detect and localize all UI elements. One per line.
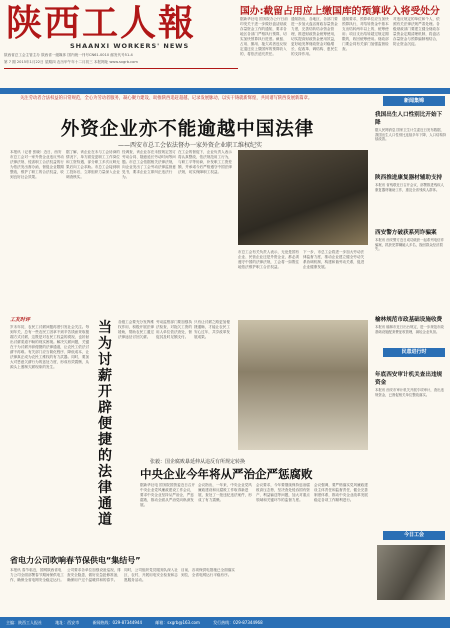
top-story-column: 据新华社电 国务院办公厅日前印发关于进一步做好盘活财政存量资金工作的通知，要求各地区各部门严格执行预算，切实加快预算执行进度。截留、占用、挪用、拖欠或者违反规定退还应上缴国库的预算收入的，将依法追究责任。 <box>240 17 288 56</box>
sidebar-headline: 年底西安审计机关查出违规资金 <box>375 372 443 386</box>
main-headline: 外资企业亦不能逾越中国法律 <box>60 119 315 140</box>
commentary-column: 只有让讨薪之路更加便捷通畅，才能让农民工安心过年，共享改革发展成果。 <box>194 320 230 339</box>
sidebar-text: 据人民网消息 国家卫生计生委近日发布数据，我国出生人口性别比连续多年下降，人口结构持续改善。 <box>375 128 447 142</box>
mid-story-headline: 中央企业今年将从严治企严惩腐败 <box>140 467 313 481</box>
sidebar-text: 本报讯 榆林市近日出台规定，进一步规范市政基础设施配套费征收管理，减轻企业负担。 <box>375 325 444 334</box>
main-story-column: 在工会的督促下，企业负责人表示将认真整改，依法规范用工行为，与职工平等协商，补发职工工资差额，并承诺今后严格遵守中国法律法规，切实保障职工权益。 <box>178 150 232 174</box>
commentary-column: 各级工会要充分发挥维权作用，积极开展法律援助，帮助农民工通过法律途径讨回欠薪。 <box>118 320 154 339</box>
sidebar-headline: 陕西推进康复器材辅助支持 <box>375 175 443 181</box>
top-story-headline: 国办:截留占用应上缴国库的预算收入将受处分 <box>240 6 440 17</box>
main-story-photo <box>238 150 368 245</box>
main-subhead: ——西安市总工会依法督办一家外资企业职工维权纪实 <box>117 142 262 149</box>
footer-item: 发行热线：029-87344968 <box>213 620 263 625</box>
sidebar-text: 本报讯 西安警方近日成功破获一起系列电信诈骗案，抓获犯罪嫌疑人多名，挽回群众经济损失。 <box>375 238 444 252</box>
masthead-divider <box>4 68 238 69</box>
sidebar-label-opinion: 民意进行时 <box>383 348 445 357</box>
mid-story-column: 会议强调，要严格落实党风廉政建设主体责任和监督责任，健全完善制度体系，推动中央企业改革发展稳定各项工作顺利进行。 <box>314 483 368 502</box>
secondary-story-body <box>10 568 240 612</box>
footer-item: 新闻热线：029-87344944 <box>92 620 142 625</box>
footer-item: 邮箱：sxgrb@163.com <box>155 620 200 625</box>
commentary-column: 劳动监察部门要加强执法检查，对拖欠工资的用人单位依法查处，督促其及时足额支付。 <box>156 320 192 339</box>
main-story-body <box>10 150 235 280</box>
main-story-column: 市总工会有关负责人表示，无论是国有企业、民营企业还是外资企业，都必须遵守中国的法律法规，工会将一如既往地依法维护职工合法权益。 <box>238 250 300 269</box>
commentary-label: 工友时评 <box>10 317 31 323</box>
secondary-story-column: 目前，各项保供电措施已全面落实到位，全省电网运行平稳有序。 <box>181 568 235 577</box>
sidebar-headline: 榆林规范市政基础设施收费 <box>375 317 443 323</box>
footer-item: 地址：西安市 <box>55 620 80 625</box>
sidebar-headline: 西安警方破获系列诈骗案 <box>375 230 437 236</box>
main-story-column: 经调查，该企业存在未按规定签订劳动合同、随意延长劳动时间等问题。市总工会依据相关法律法规，向企业发出了工会劳动法律监督意见书，要求企业立即纠正违法行为。 <box>122 150 176 179</box>
mid-story-subhead: 张毅：国企腐败暴延伸从违反有所规定转换 <box>150 459 246 465</box>
secondary-headline: 省电力公司吹响春节保供电“集结号” <box>10 556 141 565</box>
top-story-body <box>240 17 446 87</box>
masthead-english: SHAANXI WORKERS' NEWS <box>70 42 190 50</box>
secondary-story-column: 同时，公司组织党员服务队深入社区、农村，开展用电安全检查和志愿服务活动。 <box>124 568 178 582</box>
top-story-column: 通知要求，预算单位应当加快预算执行，对结转资金中基本支出结转两年以上的，统筹使用；项目支出结转超过规定期限的，收回统筹使用。财政部门要会同有关部门加强监督检查。 <box>342 17 389 51</box>
secondary-story-column: 公司要求各单位加强设备巡视，排查安全隐患，做好应急抢修准备，确保用户过个温暖祥和的春节。 <box>67 568 121 582</box>
mid-story-column: 据新华社电 国务院国资委近日召开中央企业党风廉政建设工作会议，要求中央企业坚持从严治企，严惩腐败，推动全面从严治党向纵深发展。 <box>140 483 196 507</box>
main-story-column: 据了解，该企业在未与工会协商的情况下，单方面变更职工工作岗位和工资待遇，部分职工多次反映无果后向工会求助。市总工会接到职工投诉后，立即组织力量深入企业调查核实。 <box>66 150 120 179</box>
commentary-headline: 当为讨薪开辟便捷的法律通道 <box>98 320 112 528</box>
masthead-info: 陕西省总工会主管主办 陕西省一级媒体 国内统一刊号CN61-0010 邮发代号51-4 <box>4 53 133 57</box>
sidebar-photo <box>377 545 445 600</box>
sidebar-label-news: 新闻集锦 <box>383 96 445 106</box>
top-story-column: 对违反规定的单位和个人，依照有关法律法规严肃处理。各级财政部门要建立健全财政存量资金定期清理机制，将盘活存量资金与预算编制相结合，防止资金沉淀。 <box>393 17 440 46</box>
secondary-story-column: 本报讯 春节临近，国网陕西省电力公司全面部署春节期间保供电工作，确保全省电网安全稳定运行。 <box>10 568 64 582</box>
masthead-title: 陕西工人報 <box>6 2 197 44</box>
slogan: 关注劳动者合法权益的日常规范，全心为劳动者服务，凝心聚力建设、助推陕西追赶超越，记录发展脉动，以实干铸就新辉煌，共同谱写陕西发展新篇章。 <box>20 96 313 101</box>
meeting-photo <box>238 320 368 450</box>
main-story-column: 本报讯（记者 张晓）近日，西安市总工会对一家外资企业违反劳动法律法规、侵害职工合法权益的行为依法发出督办函，督促企业限期整改，维护了职工的合法权益，收到良好社会效果。 <box>10 150 64 179</box>
commentary-body <box>10 325 90 545</box>
header-band <box>0 88 450 94</box>
commentary-column: 岁末年初，农民工讨薪问题再度引发社会关注。每到年关，总有一些农民工因拿不到辛苦钱而采取极端方式讨薪，这既是对农民工权益的漠视，也折射出讨薪渠道不畅的现实困境。解决欠薪问题，关键在于为讨薪开辟便捷的法律通道，让农民工依法讨薪不再难。有关部门应当简化程序、降低成本，让法律真正成为农民工维权的有力武器。同时，要加大对恶意欠薪行为的惩处力度，形成有效震慑，从源头上遏制欠薪现象的发生。 <box>10 325 90 369</box>
masthead-date: 第 7 期 2015年1月22日 星期四 农历甲午年十二月初三 本报网址 www.sxgrb.com <box>4 60 138 64</box>
main-story-continued <box>238 250 368 320</box>
footer-item: 主编：陕西工人报社 <box>6 620 42 625</box>
top-story-column: 通知指出，各地区、各部门要进一步加大盘活财政存量资金力度，完善结转结余资金管理，推进财政资金统筹使用，切实提高财政资金使用效益，更好地发挥财政资金对稳增长、促改革、调结构、惠民生的支持作用。 <box>291 17 338 56</box>
mid-story-column: 会议指出，一年来，中央企业党风廉政建设和反腐败工作取得新进展，查处了一批违纪违法案件，形成了有力震慑。 <box>198 483 252 502</box>
sidebar-text: 本报讯 省残联近日召开会议，部署推进残疾人康复器材辅助工作，惠及全省残疾人群体。 <box>375 183 444 192</box>
sidebar-headline: 我国出生人口性别比开始下降 <box>375 112 443 126</box>
sidebar-label-union: 今日工会 <box>383 531 445 540</box>
main-story-column: 下一步，市总工会将进一步加大劳动法律监督力度，推动企业建立健全劳动关系协调机制，构建和谐劳动关系，促进企业健康发展。 <box>303 250 365 269</box>
footer-bar <box>0 617 450 628</box>
mid-story-column: 会议要求，今年要继续保持惩治腐败高压态势，坚决查处侵吞国有资产、利益输送等问题，加大对重点领域和关键环节的监督力度。 <box>256 483 310 502</box>
sidebar-text: 本报讯 西安市审计机关开展专项审计，查出违规资金，已督促相关单位整改落实。 <box>375 388 444 397</box>
